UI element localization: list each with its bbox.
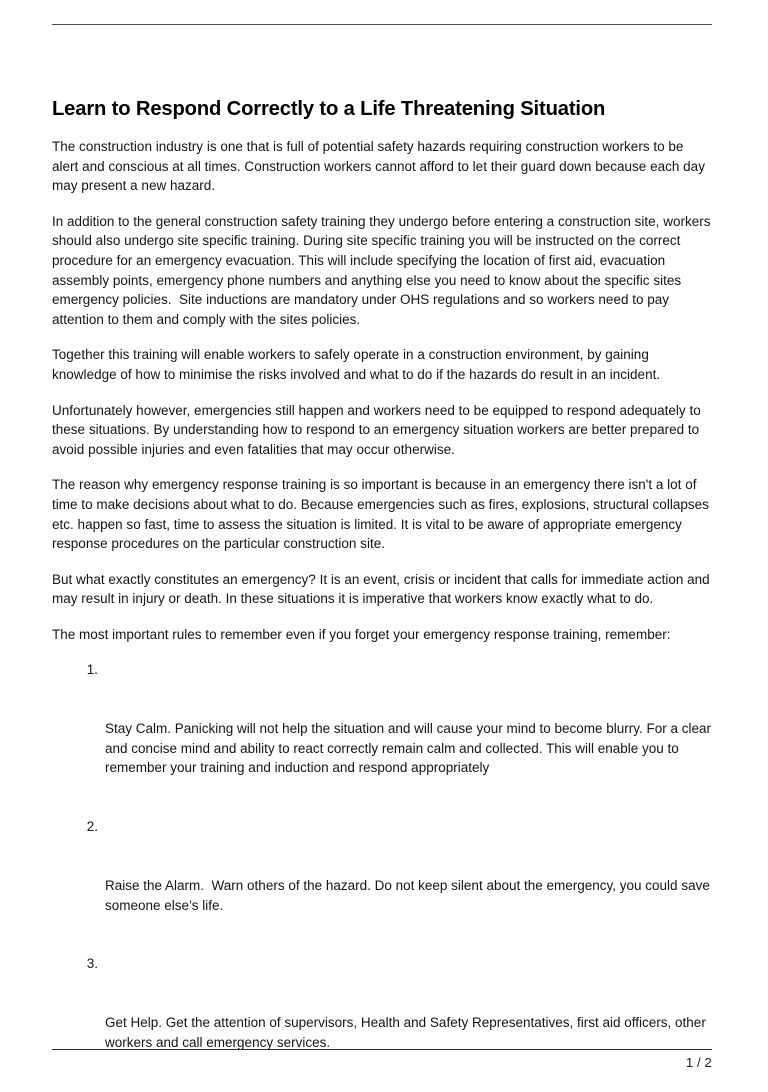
- emergency-rules-list: [52, 660, 713, 1091]
- list-item-label: Get Help. Get the attention of supervisors, Health and Safety Representatives, first aid officers, other workers and call emergency services.: [105, 1015, 710, 1050]
- paragraph-5: The reason why emergency response training is so important is because in an emergency there isn't a lot of time to make decisions about what to do. Because emergencies such as fires, explosions, structural collapses etc. happen so fast, time to assess the situation is limited. It is vital to be aware of appropriate emergency response procedures on the particular construction site.: [52, 477, 713, 552]
- list-item: [52, 660, 713, 817]
- paragraph-1: The construction industry is one that is full of potential safety hazards requiring construction workers to be alert and conscious at all times. Construction workers cannot afford to let their guard down because each day may present a new hazard.: [52, 139, 709, 194]
- paragraph-6: But what exactly constitutes an emergency? It is an event, crisis or incident that calls for immediate action and may result in injury or death. In these situations it is imperative that workers know exactly what to do.: [52, 571, 714, 607]
- paragraph-3: Together this training will enable workers to safely operate in a construction environment, by gaining knowledge of how to minimise the risks involved and what to do if the hazards do result in an incident.: [52, 347, 661, 382]
- list-item-marker: 2.: [86, 819, 98, 835]
- paragraph-4: Unfortunately however, emergencies still happen and workers need to be equipped to respond adequately to these situations. By understanding how to respond to an emergency situation workers are better prepared to avoid possible injuries and even fatalities that may occur otherwise.: [52, 402, 705, 457]
- footer-divider: [52, 1049, 712, 1050]
- list-item-label: Stay Calm. Panicking will not help the situation and will cause your mind to become blurry. For a clear and concise mind and ability to react correctly remain calm and collected. This will enable you to remember your training and induction and respond appropriately: [105, 721, 715, 776]
- list-item: [52, 817, 713, 954]
- paragraph-2: In addition to the general construction safety training they undergo before entering a construction site, workers should also undergo site specific training. During site specific training you will be instructed on the correct procedure for an emergency evacuation. This will include specifying the location of first aid, evacuation assembly points, emergency phone numbers and anything else you need to know about the specific sites emergency policies. Site inductions are mandatory under OHS regulations and so workers need to pay attention to them and comply with the sites policies.: [52, 213, 715, 327]
- list-item-marker: 1.: [86, 662, 98, 678]
- paragraph-7: The most important rules to remember even if you forget your emergency response training, remember:: [52, 626, 671, 642]
- header-divider: [52, 24, 712, 25]
- document-body: [52, 96, 713, 1092]
- list-item-marker: 3.: [86, 956, 98, 972]
- list-item-label: Raise the Alarm. Warn others of the hazard. Do not keep silent about the emergency, you could save someone else’s life.: [105, 878, 714, 913]
- page-title: Learn to Respond Correctly to a Life Threatening Situation: [52, 98, 606, 120]
- page-number: 1 / 2: [685, 1055, 712, 1070]
